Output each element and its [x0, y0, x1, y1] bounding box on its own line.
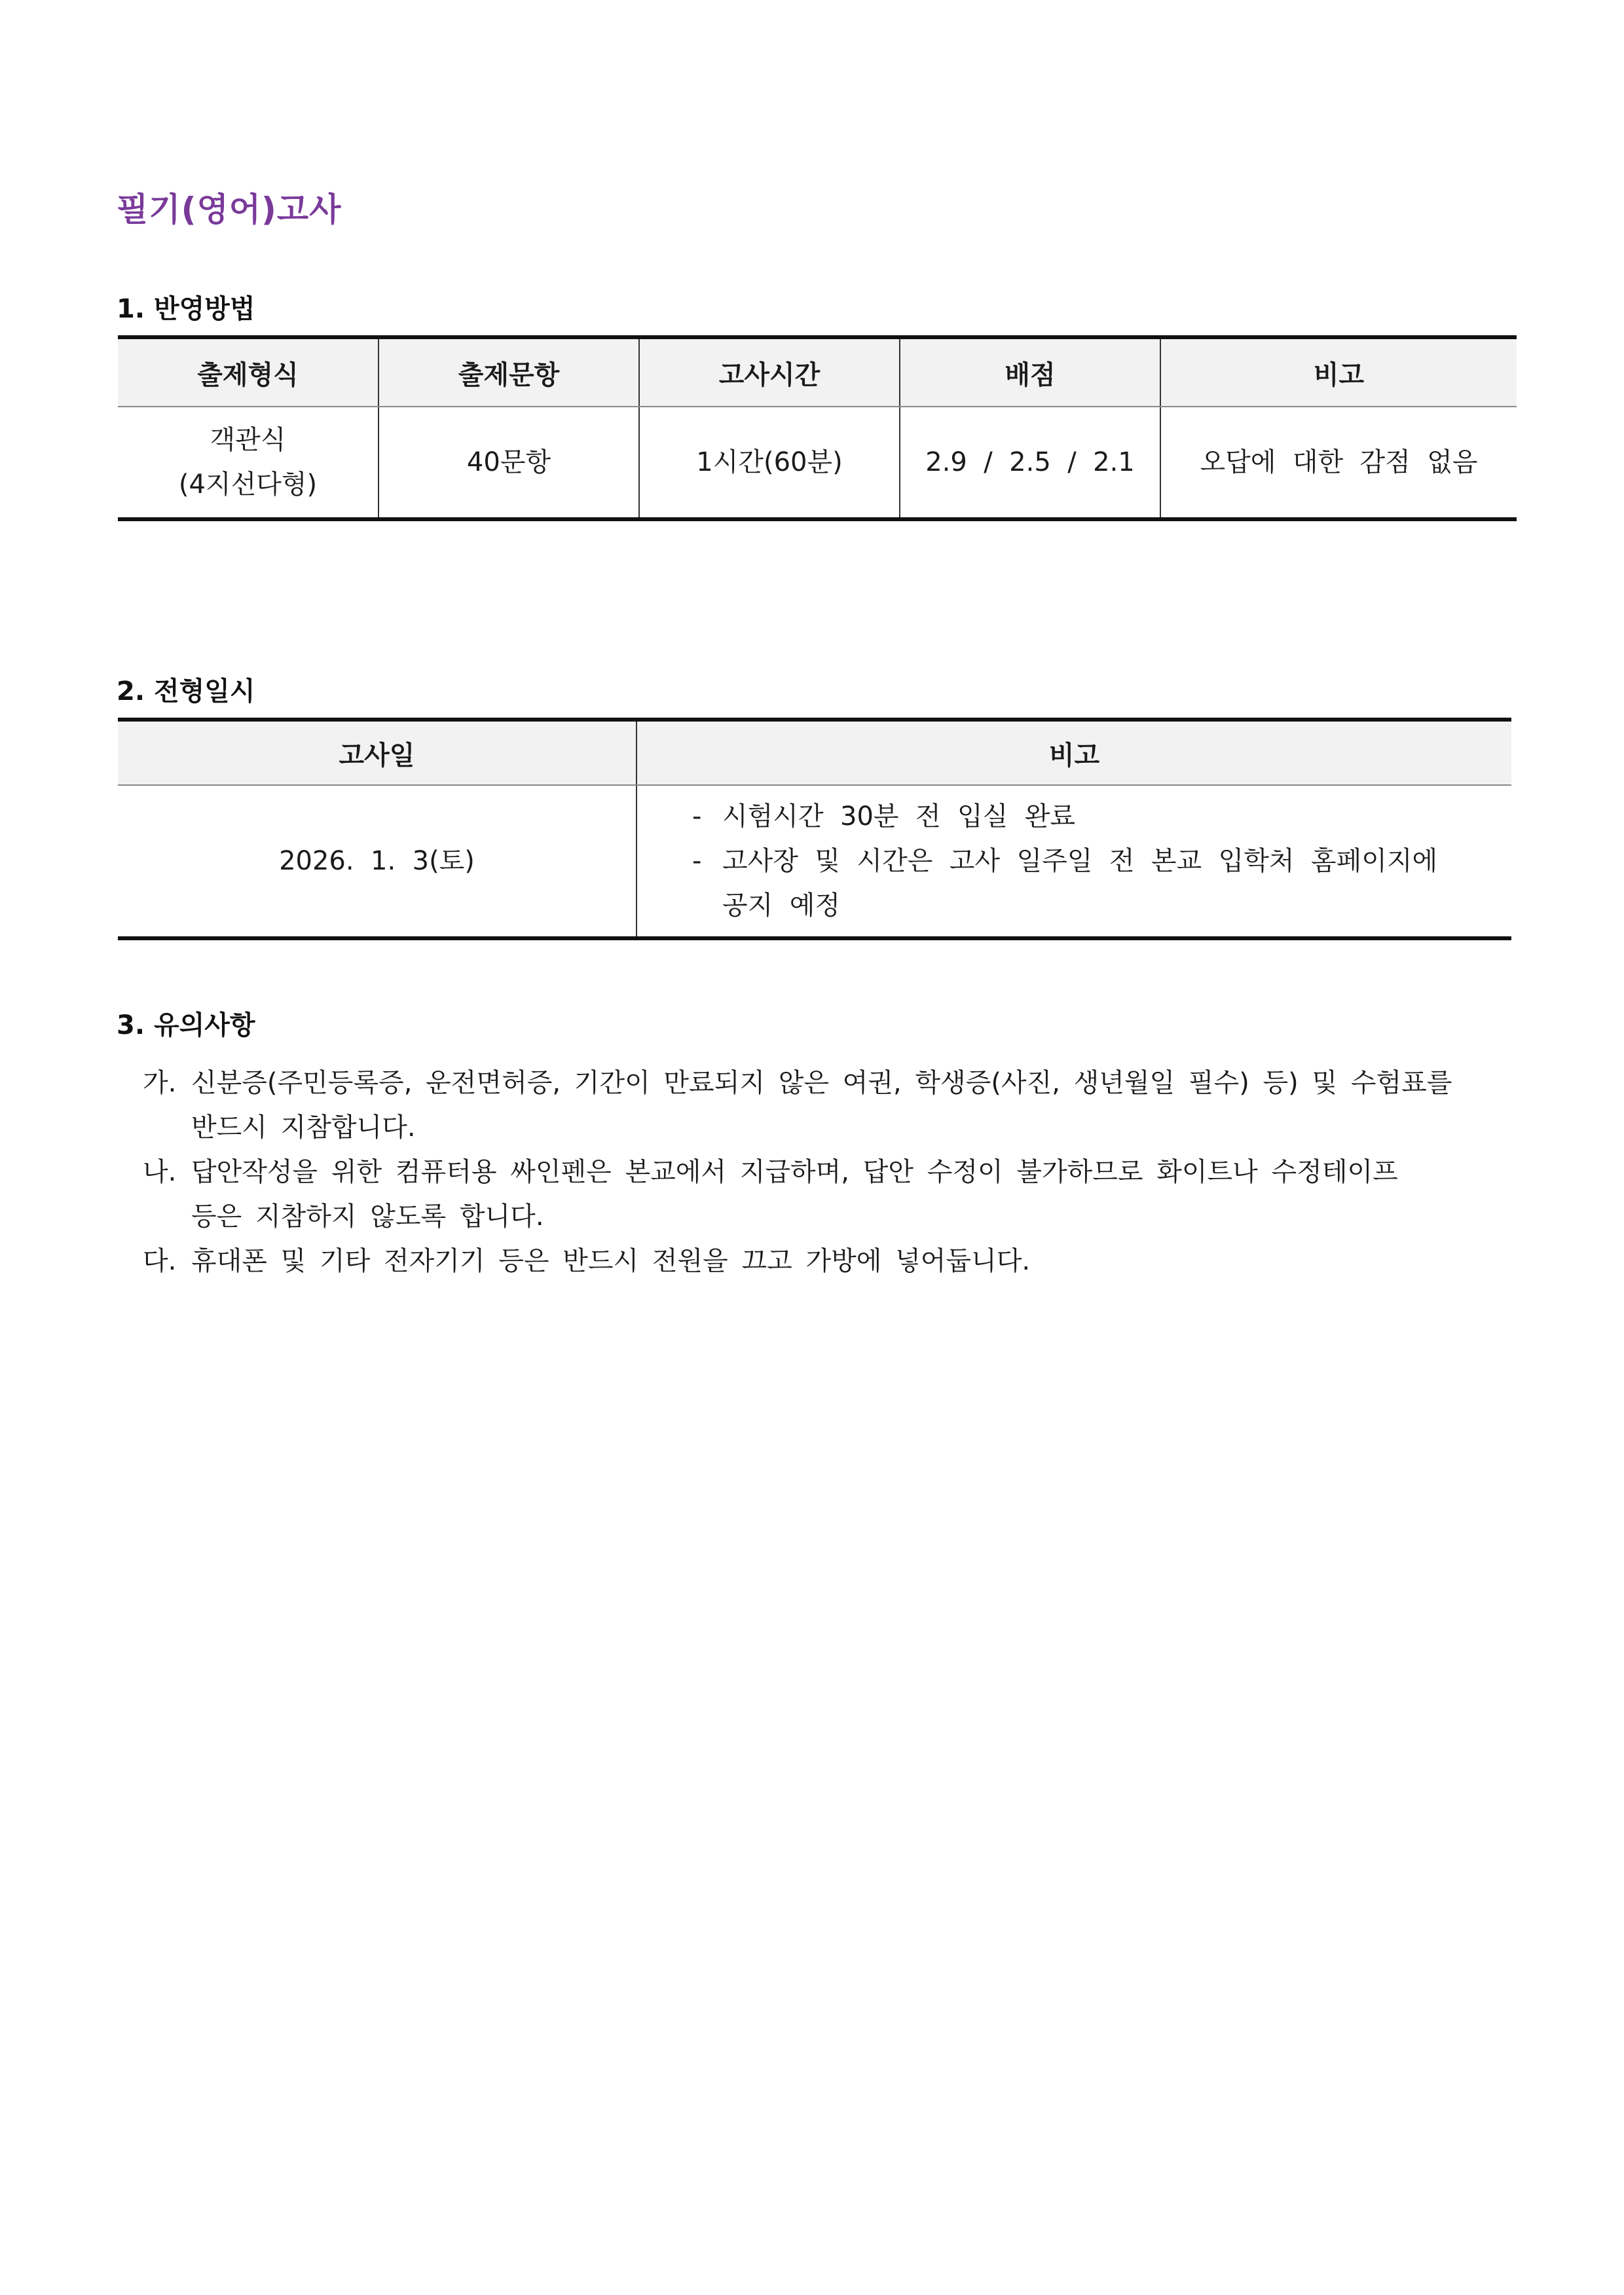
caution-line: 답안작성을 위한 컴퓨터용 싸인펜은 본교에서 지급하며, 답안 수정이 불가하므로 화이트나 수정테이프: [191, 1157, 1398, 1187]
header-format: 출제형식: [118, 337, 378, 407]
caution-list: [143, 1061, 1524, 1283]
table-row: [118, 785, 1511, 938]
header-duration: 고사시간: [639, 337, 900, 407]
note-text: 고사장 및 시간은 고사 일주일 전 본교 입학처 홈페이지에: [722, 846, 1438, 876]
caution-marker: 나.: [143, 1157, 177, 1187]
cell-remarks: [637, 785, 1511, 938]
caution-line: 등은 지참하지 않도록 합니다.: [191, 1202, 544, 1232]
cell-questions: 40문항: [378, 407, 639, 519]
caution-line: 휴대폰 및 기타 전자기기 등은 반드시 전원을 끄고 가방에 넣어둡니다.: [191, 1246, 1031, 1276]
header-exam-date: 고사일: [118, 720, 637, 785]
header-score: 배점: [900, 337, 1160, 407]
note-text: 시험시간 30분 전 입실 완료: [722, 801, 1076, 832]
note-item: [692, 794, 1511, 839]
page-title: 필기(영어)고사: [117, 191, 342, 229]
header-note: 비고: [1160, 337, 1517, 407]
section-heading-method: 1. 반영방법: [117, 294, 255, 324]
table-row: [118, 407, 1517, 519]
note-dash: -: [692, 846, 702, 876]
note-continuation: 공지 예정: [722, 890, 840, 921]
section-heading-cautions: 3. 유의사항: [117, 1010, 255, 1040]
list-item: [143, 1150, 1524, 1239]
table-header-row: [118, 720, 1511, 785]
header-remarks: 비고: [637, 720, 1511, 785]
section-heading-schedule: 2. 전형일시: [117, 676, 255, 707]
cell-note: 오답에 대한 감점 없음: [1160, 407, 1517, 519]
schedule-table: [118, 718, 1511, 940]
caution-line: 반드시 지참합니다.: [191, 1112, 416, 1143]
caution-line: 신분증(주민등록증, 운전면허증, 기간이 만료되지 않은 여권, 학생증(사진, 생년월일 필수) 등) 및 수험표를: [191, 1068, 1452, 1098]
cell-exam-date: 2026. 1. 3(토): [118, 785, 637, 938]
format-line2: (4지선다형): [178, 469, 318, 500]
cell-duration: 1시간(60분): [639, 407, 900, 519]
list-item: [143, 1061, 1524, 1150]
cell-score: 2.9 / 2.5 / 2.1: [900, 407, 1160, 519]
caution-marker: 가.: [143, 1068, 177, 1098]
caution-marker: 다.: [143, 1246, 177, 1276]
note-item: [692, 839, 1511, 883]
note-dash: -: [692, 801, 702, 832]
cell-format: [118, 407, 378, 519]
list-item: [143, 1239, 1524, 1283]
method-table: [118, 335, 1517, 521]
table-header-row: [118, 337, 1517, 407]
format-line1: 객관식: [210, 425, 286, 455]
header-questions: 출제문항: [378, 337, 639, 407]
